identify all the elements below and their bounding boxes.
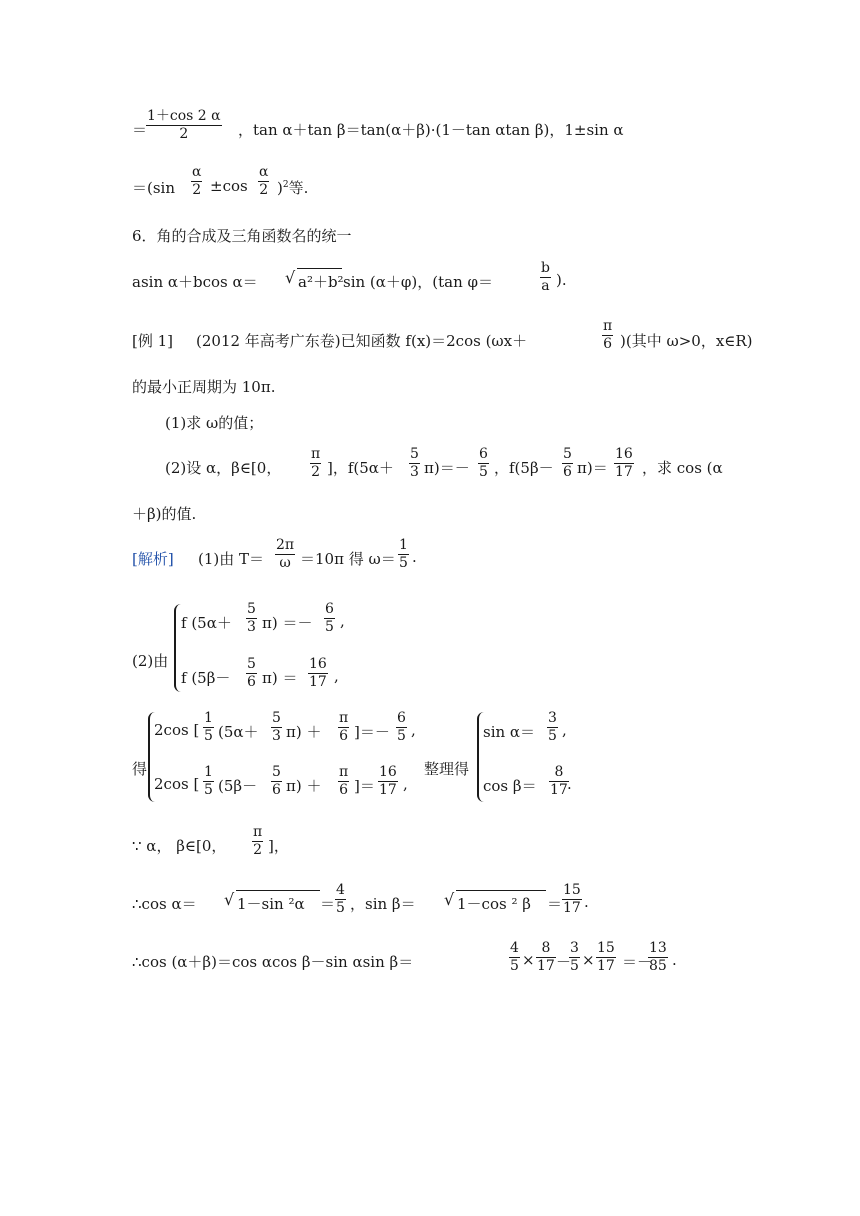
fraction [478,446,489,481]
text: 2cos [ [154,775,200,793]
text: (1)由 T＝ [198,550,265,568]
text: , [334,667,339,685]
fraction [252,824,263,859]
denominator: 17 [550,782,568,798]
text: － [556,953,572,971]
fraction [398,537,409,572]
text: sin (α＋φ)，(tan φ＝ [343,273,494,291]
text: , [411,721,416,739]
denominator: 2 [259,182,269,198]
text: f (5β－ [181,669,231,687]
fraction [396,710,407,745]
fraction [203,764,214,799]
numerator: α [192,164,202,180]
text: ，f(5β－ [494,459,554,477]
fraction [648,940,668,975]
sqrt-sign: √ [224,890,235,909]
numerator: 5 [563,446,572,462]
denominator: 5 [204,782,213,798]
numerator: 16 [379,764,397,780]
numerator: 3 [570,940,579,956]
text: , [403,775,408,793]
fraction [203,710,214,745]
text: π) ＋ [286,723,322,741]
text: (2)设 α，β∈[0， [165,459,282,477]
fraction [308,656,328,691]
text: ±cos [210,177,248,195]
denominator: 17 [563,900,581,916]
text: . [412,548,417,566]
numerator: 3 [548,710,557,726]
text: π) ＝ [262,669,298,687]
denominator: 17 [379,782,397,798]
denominator: 5 [325,619,334,635]
fraction [536,940,556,975]
text: 等. [288,179,309,197]
text: cos β＝ [483,777,537,795]
denominator: 3 [272,728,281,744]
sqrt-content: 1－sin ²α [237,895,305,913]
numerator: 15 [563,882,581,898]
text: 得 [132,760,148,778]
text: , [562,721,567,739]
text: (2012 年高考广东卷)已知函数 f(x)＝2cos (ωx＋ [196,332,528,350]
numerator: 1 [399,537,408,553]
text: ＝ [547,895,563,913]
denominator: 2 [311,464,321,480]
denominator: 6 [563,464,572,480]
fraction [540,260,551,295]
fraction [338,764,349,799]
numerator: 8 [549,764,569,782]
numerator: 6 [479,446,488,462]
denominator: 5 [510,958,519,974]
fraction [146,108,222,143]
example-tag: [例 1] [132,332,174,350]
numerator: b [541,260,550,276]
fraction [562,446,573,481]
numerator: 6 [325,601,334,617]
text: (2)由 [132,652,169,670]
numerator: π [339,764,349,780]
fraction [509,940,520,975]
fraction [271,710,282,745]
text: 2cos [ [154,721,200,739]
text: ＝(sin [132,179,176,197]
text: ＝ [132,121,148,139]
text: sin α＝ [483,723,536,741]
text: asin α＋bcos α＝ [132,273,258,291]
numerator: 5 [272,764,281,780]
text: × [522,951,535,969]
fraction [614,446,634,481]
denominator: 6 [339,782,349,798]
fraction [275,537,295,572]
denominator: ω [279,555,291,571]
sqrt-content: a²＋b² [298,273,344,291]
numerator: 13 [649,940,667,956]
numerator: 5 [247,601,256,617]
text: π) ＝－ [262,614,313,632]
numerator: 16 [615,446,633,462]
denominator: 6 [339,728,349,744]
sqrt-sign: √ [444,890,455,909]
superscript: 2 [282,180,289,190]
numerator: 15 [597,940,615,956]
denominator: 17 [537,958,555,974]
denominator: 6 [272,782,281,798]
text: ，sin β＝ [350,895,416,913]
text: . [584,893,589,911]
sqrt-bar [236,890,320,892]
denominator: 3 [410,464,419,480]
text: π)＝－ [424,459,470,477]
denominator: 5 [399,555,408,571]
sqrt-content: 1－cos ² β [457,895,531,913]
fraction [191,164,202,199]
denominator: 5 [548,728,557,744]
text: ]＝－ [354,723,390,741]
fraction [258,164,269,199]
fraction [562,882,582,917]
fraction [324,601,335,636]
text: . [567,775,572,793]
denominator: 2 [192,182,202,198]
fraction [310,446,321,481]
text: × [582,951,595,969]
text: ∵ α， β∈[0， [132,837,227,855]
numerator: 1＋cos 2 α [147,108,221,124]
text: )(其中 ω>0，x∈R) [620,332,753,350]
fraction [335,882,346,917]
paren: ) [277,179,283,197]
fraction [271,764,282,799]
numerator: 2π [276,537,295,553]
denominator: 17 [309,674,327,690]
denominator: 6 [247,674,256,690]
denominator: 2 [253,842,263,858]
numerator: 5 [247,656,256,672]
text: ，tan α＋tan β＝tan(α＋β)·(1－tan αtan β)，1±sin α [238,121,624,139]
numerator: 4 [336,882,345,898]
denominator: 5 [570,958,579,974]
text: , [340,612,345,630]
sqrt-bar [297,268,342,270]
denominator: 3 [247,619,256,635]
text [277,177,308,198]
numerator: 5 [272,710,281,726]
section-heading: 6．角的合成及三角函数名的统一 [132,227,352,245]
fraction [246,656,257,691]
text: (5β－ [218,777,258,795]
text: . [672,951,677,969]
denominator: 5 [479,464,488,480]
text: ]＝ [354,777,375,795]
denominator: 5 [336,900,345,916]
numerator: α [259,164,269,180]
numerator: 1 [204,764,213,780]
text: f (5α＋ [181,614,232,632]
text: ∴cos α＝ [132,895,197,913]
numerator: 1 [204,710,213,726]
denominator: 2 [179,126,189,142]
text: ＝ [320,895,336,913]
numerator: 8 [536,940,556,958]
fraction [409,446,420,481]
denominator: 5 [204,728,213,744]
text: ∴cos (α＋β)＝cos αcos β－sin αsin β＝ [132,953,414,971]
numerator: 6 [397,710,406,726]
fraction [602,318,613,353]
denominator: 85 [649,958,667,974]
denominator: 6 [603,336,613,352]
denominator: 17 [615,464,633,480]
fraction [338,710,349,745]
fraction [549,764,569,799]
denominator: 17 [597,958,615,974]
numerator: π [253,824,263,840]
sqrt-sign: √ [285,268,296,287]
numerator: 16 [309,656,327,672]
fraction [378,764,398,799]
text: 整理得 [424,760,470,778]
text: π) ＋ [286,777,322,795]
fraction [596,940,616,975]
sqrt-bar [456,890,546,892]
text: ＝－ [622,953,653,971]
text: (5α＋ [218,723,259,741]
fraction [569,940,580,975]
numerator: 5 [410,446,419,462]
solution-tag: [解析] [132,550,174,568]
text: ]，f(5α＋ [327,459,394,477]
question-1: (1)求 ω的值； [165,414,264,432]
numerator: π [603,318,613,334]
text: ，求 cos (α [642,459,723,477]
numerator: π [339,710,349,726]
text: π)＝ [577,459,608,477]
text: ＝10π 得 ω＝ [300,550,396,568]
denominator: 5 [397,728,406,744]
text: ). [556,271,567,289]
text: ＋β)的值. [132,505,197,523]
fraction [547,710,558,745]
text: ]， [268,837,289,855]
numerator: π [311,446,321,462]
denominator: a [541,278,550,294]
text: 的最小正周期为 10π. [132,378,276,396]
numerator: 4 [510,940,519,956]
fraction [246,601,257,636]
